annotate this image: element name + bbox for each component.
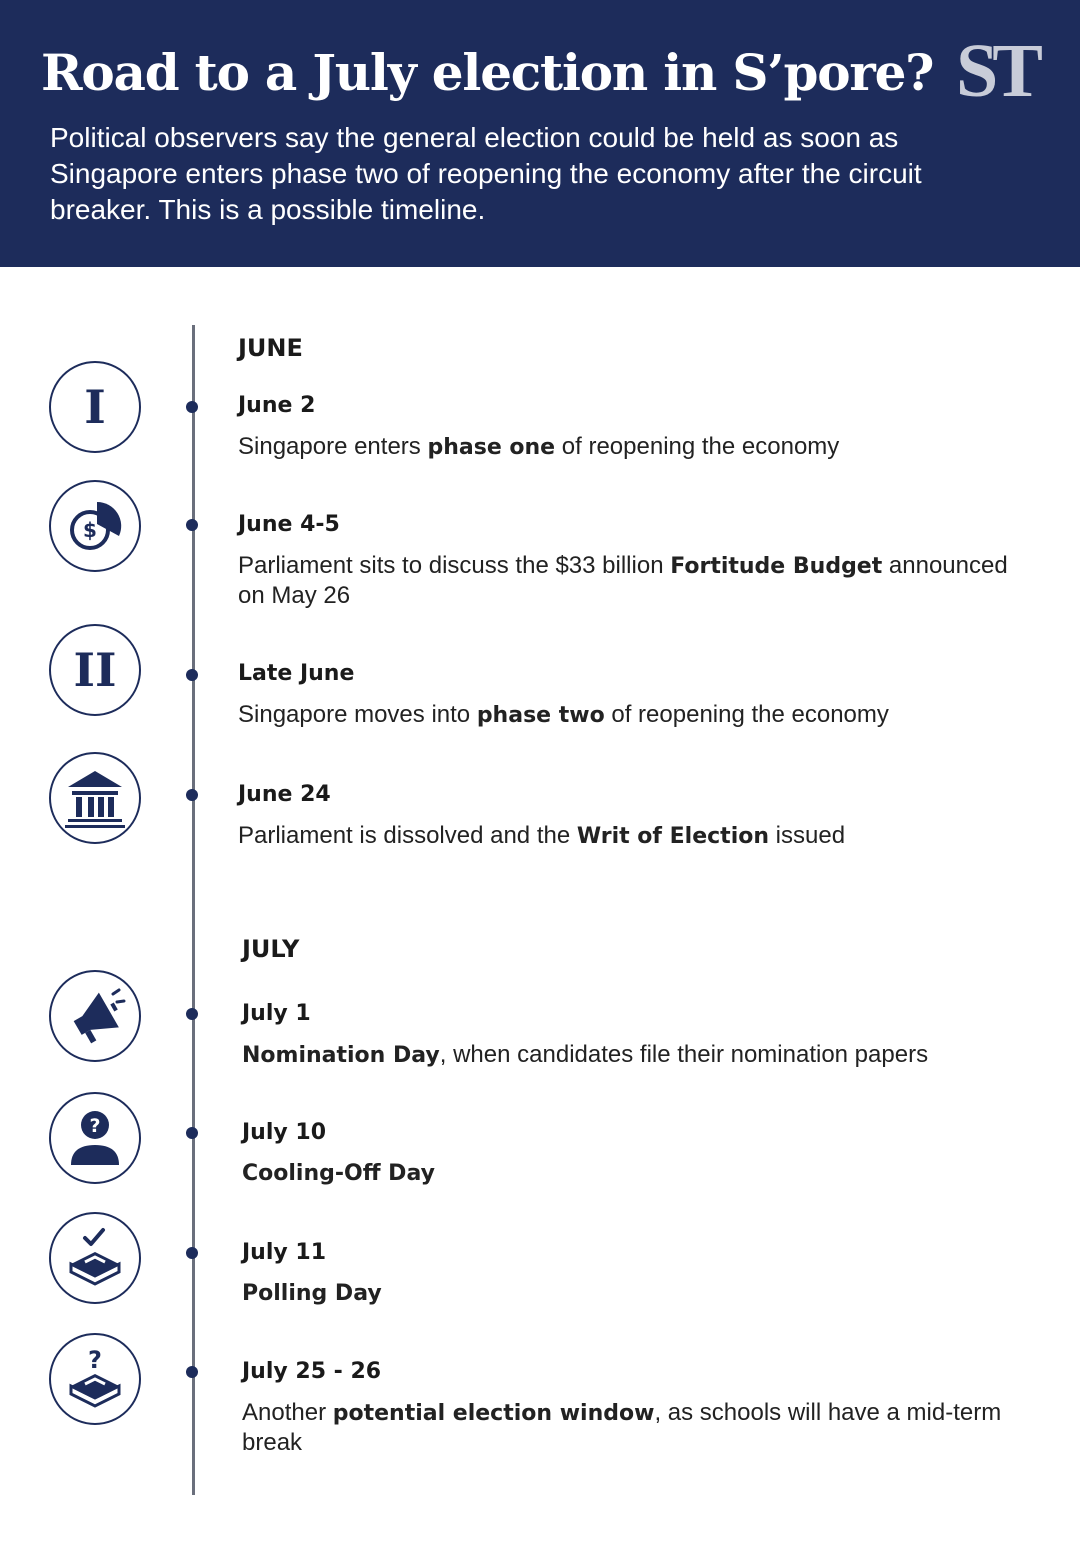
timeline-dot — [186, 1247, 198, 1259]
page-subtitle: Political observers say the general election could be held as soon as Singapore enters phase two of reopening the economy after the circuit breaker. This is a possible timeline. — [50, 122, 922, 225]
event-description: Cooling-Off Day — [242, 1161, 435, 1186]
roman-numeral-one-icon: I — [49, 361, 141, 453]
svg-text:?: ? — [88, 1346, 102, 1374]
event-description: Parliament is dissolved and the Writ of Election issued — [238, 822, 846, 849]
timeline-event — [242, 1358, 1042, 1457]
parliament-building-icon — [49, 752, 141, 844]
event-date: June 24 — [238, 782, 331, 807]
month-heading-june: JUNE — [238, 334, 303, 362]
timeline-dot — [186, 789, 198, 801]
budget-pie-chart-icon — [49, 480, 141, 572]
timeline-dot — [186, 669, 198, 681]
ballot-box-question-icon — [49, 1333, 141, 1425]
timeline-line — [192, 325, 195, 1495]
roman-numeral-two-icon: II — [49, 624, 141, 716]
megaphone-icon — [49, 970, 141, 1062]
timeline-dot — [186, 519, 198, 531]
event-date: June 4-5 — [238, 512, 340, 537]
person-question-icon — [49, 1092, 141, 1184]
event-description: Polling Day — [242, 1281, 382, 1306]
event-date: July 11 — [242, 1240, 327, 1265]
event-description: Nomination Day, when candidates file their nomination papers — [242, 1041, 929, 1068]
event-description: Singapore enters phase one of reopening the economy — [238, 433, 840, 460]
event-date: July 1 — [242, 1001, 311, 1026]
timeline-event — [238, 392, 1038, 462]
event-date: Late June — [238, 661, 355, 686]
month-heading-july: JULY — [242, 935, 300, 963]
ballot-box-check-icon — [49, 1212, 141, 1304]
timeline-dot — [186, 1366, 198, 1378]
timeline-event — [238, 660, 1038, 730]
timeline-dot — [186, 401, 198, 413]
event-description: Singapore moves into phase two of reopening the economy — [238, 701, 889, 728]
timeline-dot — [186, 1127, 198, 1139]
header-banner — [0, 0, 1080, 267]
st-logo: ST — [956, 29, 1037, 113]
event-description: Another potential election window, as schools will have a mid-term break — [242, 1399, 1002, 1456]
event-date: July 25 - 26 — [242, 1359, 382, 1384]
event-date: June 2 — [238, 393, 316, 418]
svg-text:?: ? — [89, 1115, 101, 1137]
timeline-event — [242, 1239, 1042, 1308]
timeline-event — [238, 781, 1038, 851]
timeline-event — [238, 511, 1038, 610]
event-description: Parliament sits to discuss the $33 billion Fortitude Budget announced on May 26 — [238, 552, 1008, 609]
timeline-event — [242, 1000, 1042, 1070]
svg-text:$: $ — [83, 518, 97, 542]
page-title: Road to a July election in S’pore? — [41, 43, 934, 102]
timeline-dot — [186, 1008, 198, 1020]
event-date: July 10 — [242, 1120, 327, 1145]
timeline-event — [242, 1119, 1042, 1188]
